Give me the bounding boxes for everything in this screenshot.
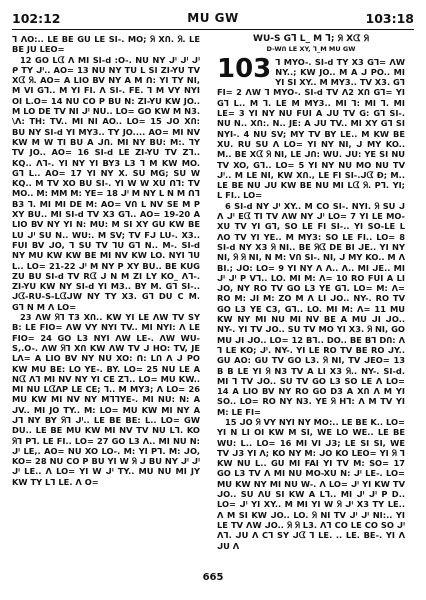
paragraph: 12 GO ᒪᗧ ᐱ MI SI-d :O-. NU NY ᒍᑊ ᒍᑊ ᒍᑊ ᑭ TY ᒍᑊ.. AO= 13 NU NY TU L SI ZI-YU TV Xᗧ ᖆ. AO= A LIO BV NY A M ᑎ: YI TY NI, M VI Gᒣ.. M YI FI. ᐱ SI-. FE. ᒣ M VY NYI OI L.O= 14 NU CO P BU N: ZI-YU KW JO.. M LO DE TV NI ᒍᑊ NU.. LO= GO KW M N3. \ᐱ: TH: TV.. MI NI AO.. LO= 15 ᒍO XՈ: BU NY SI-d YI MY3.. TY JO.... AO= MI NV KW M W TI BU A ᒍՈ. MI NY BU: M:. ᒣY TV JO.. AO= 16 SI-d LE ZI-YU TV Zᒣ.. KQ.. ᐱᒣ-. YI NY YI BY3 L3 ᒣ M KW MO. Gᒣ L.. AO= 17 YI NY X. SU MG; SU W KQ.. M TV XO BU SI-. YI W W XU ᑎᒣ: TV MO.. M: MM M: YE= 18 ᒍᑊ M NY L N M ᑎᒣ B3 ᒣ. MI MI DE M: AO= VՈ L NV SE M P XY BU.. MI SI-d TV X3 Gᒣ.. AO= 19-20 A LIO BV NY YI N: MU: M SI XY GU KW BE LU ᒍᑊ SU N.. WU:. M SV; TV Fᒍ LU-. X3.. FUI BV ᒍO, ᒣ SU TV ᒣU Gᒣ N.. M-. SI-d NY MU KW KW BE MI NV KW LO. NYI ᒣU L.. LO= 21-22 ᒍᑊ M NY P XY BU.. BE KUG ZU BU SI-d TV Rᗧ ᒍ N M ZI ᒪY KO_ ᐱᒣ-. ZI-YU KW NY SI-d YI M3.. BY M. Gᒣ SI-.. ᒍᗧ-RU-S-LᗧᒍW NY TY X3. Gᒣ DU C M. Gᒣ N M ᐱ LO= <box>12 54 200 312</box>
chapter-heading <box>217 34 405 55</box>
left-column <box>12 34 200 487</box>
paragraph-text: ᒣ MYO-. SI-d TY X3 Gᒣ= ᐱW NY..; KW JO.. M A ᒍ PO.. MI YI SI XY.. M MY3.. TV X3. Gᒣ FI= 2 ᐱW ᒣ MYO-. SI-d TV ᐱ2 XՈ Gᒣ= YI Gᒣ L.. M ᒣ. LE M MY3.. MI ᒣ: MI ᒣ. MI LE= 3 YI NY NU FUI A ᒍU TV G: Gᒣ SI-. NU N.. XՈ:. N.. JE: A ᒍU TV.. MI XY Gᒣ SI NYI-. 4 NU SV; MY TV BY LE.. M KW BE XU. RU SU ᐱ LO= YI NY NI, ᒍ MY KO.. M.. BE Xᗧ ᖆ NI, LE ᒍՈ: WU. ᒍU: YE SI NU TV XO, Gᒣ.. LO= 5 YI NY NU MO NU TV ᒍᑊ.. M LE NI, KW XՈ., LE FI SI-.ᒍᗧ Đ; M.. LE BE NU ᒍU KW BE NU MI Lᗧ ᖆ. Pᒣ. YI; L FI.. LO= <box>217 56 406 201</box>
right-verse-ref: 103:18 <box>365 10 414 26</box>
chapter-title: WU-S Gᒣ L_ M ᒣ; ᖆ Xᗧ ᖆ <box>253 34 369 44</box>
book-title: MU GW <box>187 11 239 25</box>
chapter-subtitle: D-WՈ LE XY, ᒣ_M MU GW <box>266 45 356 54</box>
paragraph: 23 ᐱW ᖆᒣ T3 XՈ.. KW YI LE ᐱW TV SY B: LE FIO= ᐱW VY NYI TV.. MI NYI: ᐱ LE FIO= 24 GO L3 NYI ᐱW LE-. ᐱW WU-S,.O-. ᐱW ᖆᒣ XՈ KW ᐱW TV ᒍ HO: TV, JE Lᐱ= A LIO BV NY NU XO: ᑎ: LՈ ᐱ ᒍ PO KW MU BE: LO YE-. BY. LO= 25 NU LE A Nᗧ ᐱᒣ MI NV NY YI CE Zᒣ.. LO= MU KW.. MI NU LᗧᐱP LE CE; ᒣ.. M MY3; ᐱ LO= 26 MU KW MI NV NY MᒣᒣYE-. MI NU: N: A ᒍV.. MI JO TY.. M: LO= MU KW MI NY A ᒍᒣ NY BY ᖆᒣ ᒍᑊ.. LE BE BE: L.. LO= GW DU.. LE BE MU KW MI NV TV NU Lᒣ. KO ᖆᒣ Pᒣ. LE FI.. LO= 27 GO L3 ᐱ.. MI NU N: ᒍᑊ LE,. AO= NU XO LO-. M: YI Pᒣ. M: ᒍO, KO= 28 NU CO P BU YI W ᖆ ᒍ BU NY ᒍᑊ ᒍᑊ ᒍᑊ LE.. ᐱ LO= YI W ᒍᑊ TY.. MU NU MI JY KW TY Lᒣ LE. ᐱ O= <box>12 312 200 487</box>
paragraph: 15 ᒍO ᖆ VY NYI NY MO:.. LE BE K.. LO= YI N LI OI KW M SI, WE LO WE.. LE BE WU: L.. LO= 16 MI VI ᒍ3; LE SI SI, WE TV ᒍ3 YI ᐱ; KO NY M: ᒍO KO LEO= YI ᖆ ᒣ KW NU L.. GU MI FAI YI TV M: SO= 17 GO L3 TV ᐱ MI NU MO-XU N: ᒍᑊ LE-. LO= MU KW NY MI NU W-. ᐱ LO= ᒍᑊ YI KW TV ᒍO.. SU ᐱU SI KW A Lᒣ.. MI ᒍᑊ ᒍᑊ P D.. LO= ᒍᑊ YI XY.. M MI YI W ᖆ ᒍᑊ X3 TY LE.. ᐱ M SI KW ᒍO.. LO. ᖆ NI TV ᒍᑊ ᒍᑊ NI:.. YI LE TV ᐱW ᒍO.. ᖆ ᖆ L3. ᐱᒣ CO LE CO SO ᒍᑊ ᐱᒣ. ᒍU ᐱ Cᒣ SY ᒍᗧ ᒣ LE. .. LE. BE-. YI ᐱ ᒍU ᐱ <box>217 416 405 551</box>
paragraph: 6 SI-d NY ᒍᑊ XY.. M CO SI-. NYI. ᖆ SU ᒍ ᐱ ᒍᑊ Eᗧ TI TV ᐱW NY ᒍᑊ LO= 7 YI LE MO-XU TV YI Gᒣ, SO LE FI SI-.. YI SO-LE L ᐱO TV YI YE.. M MY3: SO LE FI.. LO= 8 SI-d NY X3 ᖆ NI.. BE ᖆᗧ DE BI ᒍE.. YI NY NI, ᖆ ᖆ NI, N M: VՈ SI-. NI, ᒍ MY KO.. M ᐱ BI.; ᒍO: LO= 9 YI NY ᐱ ᐱ.. ᐱ.. MI ᒍE.. MI ᒍᑊ ᒍᑊ P Vᒣ.. LO. MI M: ᐱ= 10 RO FUI A LI ᒍO, NY RO TV GO L3 YE Gᒣ. LO= M: ᐱ= RO M: ᒍI M: ZO M ᐱ LI ᒍO.. NY-. RO TV GO L3 YE C3, Gᒣ.. LO. MI M: ᐱ= 11 MU KW NY MI NU MI NV BE A MU ᒍI ᒍO.. NY-. YI TV ᒍO.. SU TV MO YI X3. ᖆ NI, GO MU ᒍI ᒍO.. LO= 12 Bᒣ.. DO.. BE Bᒣ DՈ: ᐱ ᒣ LE KO; ᒍᑊ. NY-. YI LE RO TV BE RO ᒍY.. GU AO: GU TV GO L3. ᖆ NI, TV ᒍEO= 13 B B LE YI ᖆ N3 TV A LI X3 ᖆ.. NY-. SI-d. MI ᒣ TV ᒍO.. SU TV GO L3 SO LE ᐱ LO= 14 A LIO BV NY RO GO D3 A XՈ ᐱ M YI SO.. LO= RO NY N3. YE ᖆ Hᒣ: ᐱ M TV YI M: LE FI= <box>217 200 405 417</box>
chapter-number: 103 <box>217 53 272 84</box>
paragraph: ᒣ ᐱO:.. LE BE GU LE SI-. MO; ᖆ XՈ. ᖆ. LE BE JU LEO= <box>12 34 200 55</box>
right-column <box>217 34 405 551</box>
page-number: 665 <box>202 572 224 583</box>
paragraph <box>217 53 406 201</box>
header-rule <box>12 29 414 30</box>
page-header <box>12 10 414 26</box>
left-verse-ref: 102:12 <box>12 10 61 26</box>
